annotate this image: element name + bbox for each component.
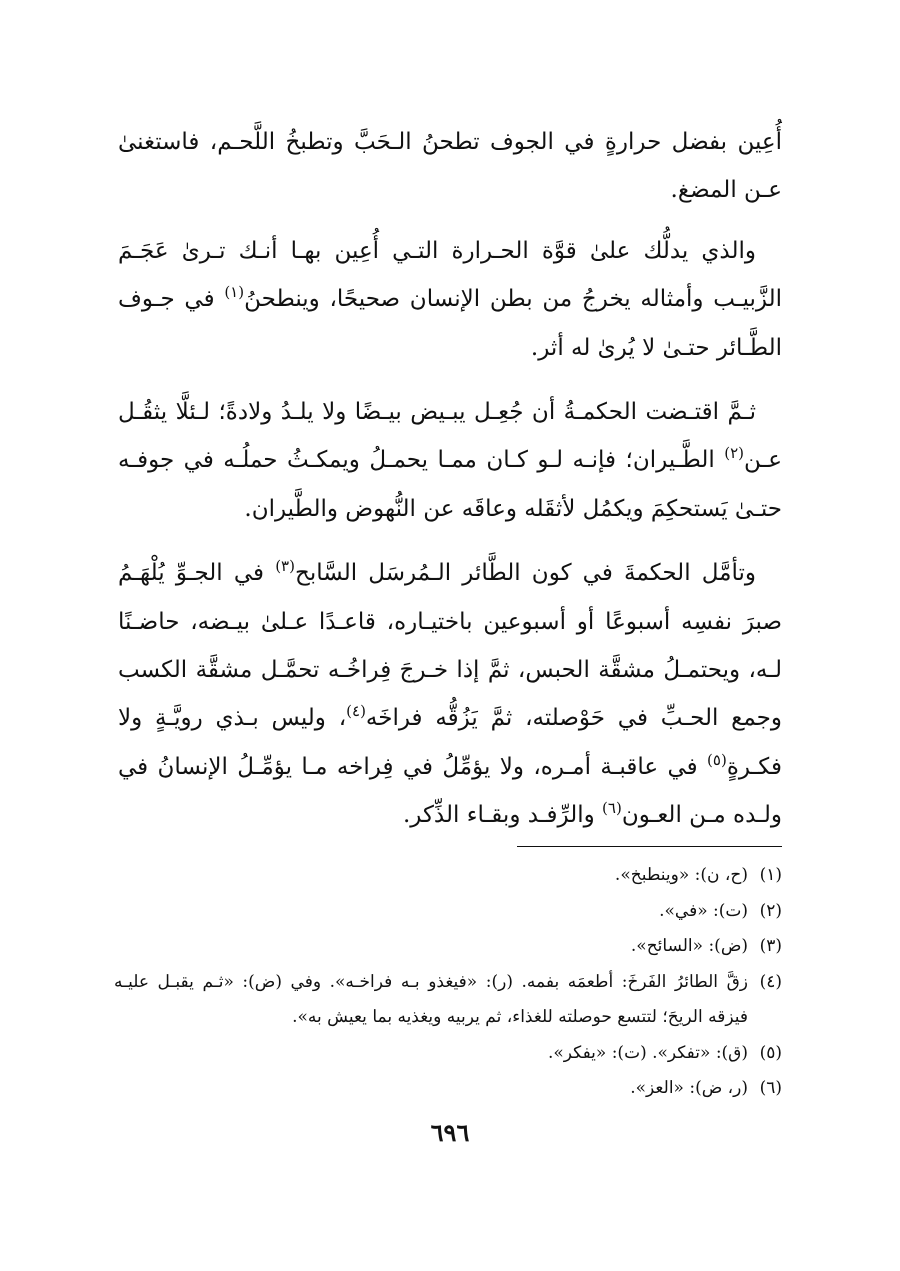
page-content (118, 118, 782, 840)
footnote (114, 894, 782, 930)
footnote (114, 929, 782, 965)
footnote-separator (517, 846, 782, 847)
footnote-reference: (٥) (707, 750, 727, 769)
footnote-number: (٢) (759, 900, 782, 921)
footnote-number: (٦) (759, 1078, 782, 1098)
footnote-number: (٤) (759, 971, 782, 992)
text-run: والذي يدلُّك علىٰ قوَّة الحـرارة التـي أُعِين بهـا أنـك تـرىٰ عَجَـمَ الزَّبيـب وأمثاله يخرجُ من بطن الإنسان صحيحًا، وينطحنُ (118, 237, 783, 313)
text-run: وتأمَّل الحكمةَ في كون الطَّائر الـمُرسَل السَّابح (294, 560, 756, 587)
footnote-number: (٣) (759, 936, 782, 956)
text-run: أُعِين بفضل حرارةٍ في الجوف تطحنُ الـحَبَّ وتطبخُ اللَّحـم، فاستغنىٰ عـن المضغ. (118, 129, 782, 204)
footnotes-section (114, 858, 782, 1107)
footnote (114, 965, 782, 1036)
text-run: في جـوف الطَّـائر حتـىٰ لا يُرىٰ له أثر. (118, 286, 782, 361)
footnote-reference: (١) (224, 283, 245, 302)
main-text (118, 118, 782, 840)
text-run: ، وليس بـذي رويَّـةٍ ولا فكـرةٍ (118, 705, 782, 780)
footnote-text: (ح، ن): «وينطبخ». (614, 865, 748, 885)
paragraph (118, 388, 782, 533)
footnote-text: (ت): «في». (659, 900, 748, 921)
text-run: الطَّـيران؛ فإنـه لـو كـان ممـا يحمـلُ ويمكـثُ حملُـه في جوفـه حتـىٰ يَستحكِمَ ويكمُل لأثقَله وعاقَه عن النُّهوض والطَّيران. (118, 447, 782, 522)
footnote-text: (ض): «السائح». (630, 936, 748, 956)
paragraph (118, 118, 782, 215)
footnote-number: (٥) (759, 1042, 782, 1063)
footnote-reference: (٣) (275, 557, 295, 576)
footnote-text: (ر، ض): «العز». (630, 1078, 748, 1098)
footnote-reference: (٦) (602, 799, 622, 818)
paragraph (118, 227, 782, 372)
footnote (114, 1071, 782, 1107)
text-run: في الجـوِّ يُلْهَـمُ صبرَ نفسِه أسبوعًا أو أسبوعين باختيـاره، قاعـدًا عـلىٰ بيـضه، حاضـنًا لـه، ويحتمـلُ مشقَّة الحبس، ثمَّ إذا خـرجَ فِراخُـه تحمَّـل مشقَّة الكسب وجمع الحـبِّ في حَوْصلته، ثمَّ يَزُقُّه فراخَه (118, 560, 783, 732)
text-run: في عاقبـة أمـره، ولا يؤمِّلُ في فِراخه مـا يؤمِّـلُ الإنسانُ في ولـده مـن العـون (118, 753, 782, 829)
footnote-reference: (٢) (724, 444, 745, 463)
footnote (114, 1036, 782, 1072)
paragraph (118, 549, 782, 839)
footnote-text: (ق): «تفكر». (ت): «يفكر». (548, 1042, 748, 1063)
text-run: والرِّفـد وبقـاء الذِّكر. (402, 802, 603, 829)
footnote-number: (١) (759, 865, 782, 885)
footnote (114, 858, 782, 894)
text-run: ثـمَّ اقتـضت الحكمـةُ أن جُعِـل يبـيض بيـضًا ولا يلـدُ ولادةً؛ لـئلَّا يثقُـل عـن (118, 399, 782, 474)
footnote-reference: (٤) (346, 702, 366, 721)
footnote-text: زقَّ الطائرُ الفَرخَ: أطعمَه بفمه. (ر): «فيغذو بـه فراخـه». وفي (ض): «ثـم يقبـل عليـه فيزقه الريحَ؛ لتتسع حوصلته للغذاء، ثم يربيه ويغذيه بما يعيش به». (114, 971, 748, 1027)
page-number: ٦٩٦ (430, 1118, 470, 1147)
